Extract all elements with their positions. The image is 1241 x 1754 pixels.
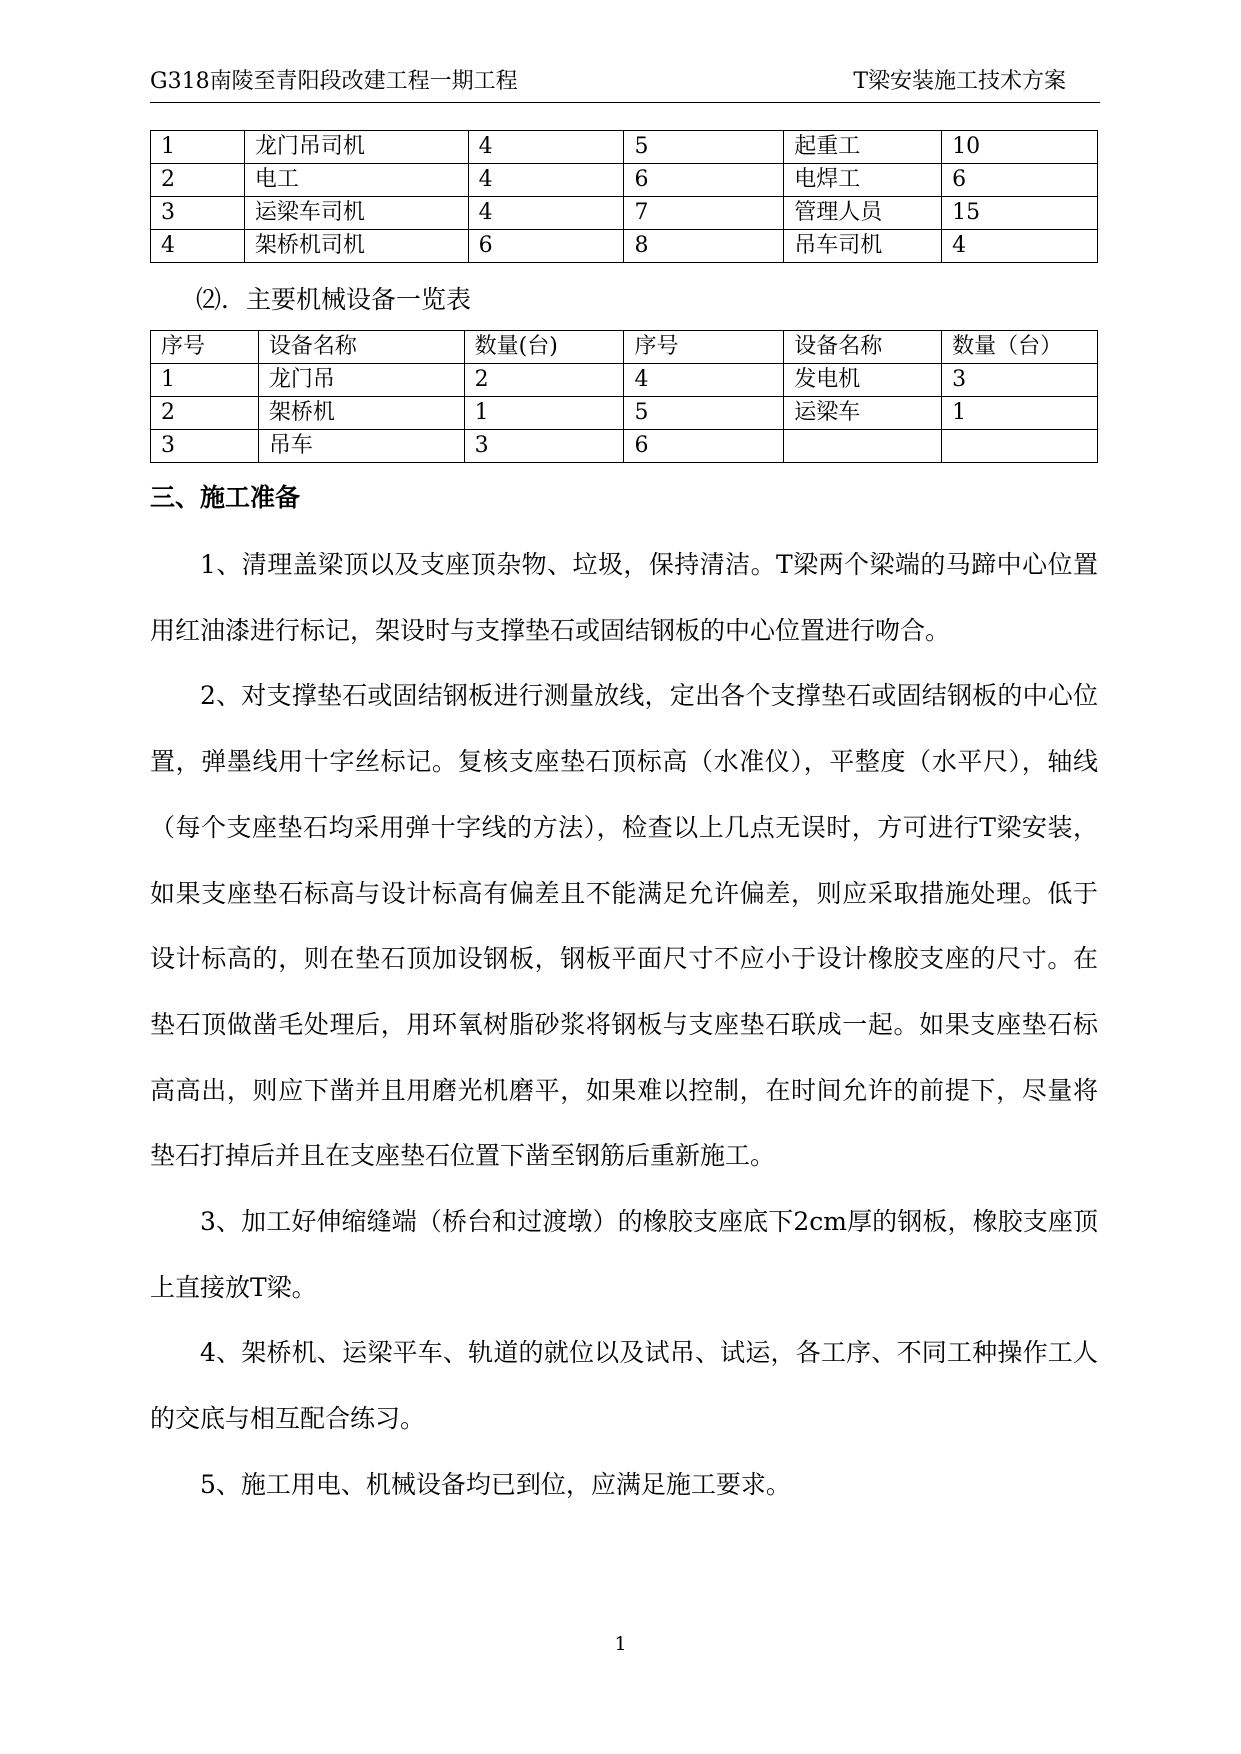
table-cell: 运梁车 [784,397,942,430]
table-cell: 4 [468,164,624,197]
table-cell: 6 [468,230,624,263]
section-title: 三、施工准备 [150,483,301,512]
table-cell: 5 [624,397,784,430]
paragraph-2: 2、对支撑垫石或固结钢板进行测量放线，定出各个支撑垫石或固结钢板的中心位置，弹墨线用十字丝标记。复核支座垫石顶标高（水准仪），平整度（水平尺），轴线（每个支座垫石均采用弹十字线的方法），检查以上几点无误时，方可进行T梁安装，如果支座垫石标高与设计标高有偏差且不能满足允许偏差，则应采取措施处理。低于设计标高的，则在垫石顶加设钢板，钢板平面尺寸不应小于设计橡胶支座的尺寸。在垫石顶做凿毛处理后，用环氧树脂砂浆将钢板与支座垫石联成一起。如果支座垫石标高高出，则应下凿并且用磨光机磨平，如果难以控制，在时间允许的前提下，尽量将垫石打掉后并且在支座垫石位置下凿至钢筋后重新施工。 [150,681,1098,1171]
equipment-table-title: ⑵．主要机械设备一览表 [196,285,472,314]
table-cell: 吊车 [258,430,464,463]
table-cell: 6 [624,430,784,463]
table-cell: 架桥机司机 [244,230,468,263]
page-header [150,62,1100,103]
table-header-row [151,331,1098,364]
table-cell: 3 [151,197,245,230]
table-cell: 1 [151,131,245,164]
table-cell: 3 [464,430,624,463]
table-row [151,131,1098,164]
table-row [151,164,1098,197]
table-cell: 管理人员 [784,197,942,230]
table-cell: 8 [624,230,784,263]
paragraph-5: 5、施工用电、机械设备均已到位，应满足施工要求。 [200,1469,791,1499]
table-cell [942,430,1098,463]
table-row [151,397,1098,430]
table-cell: 6 [624,164,784,197]
table-row [151,364,1098,397]
table-cell: 龙门吊司机 [244,131,468,164]
page-number: 1 [614,1633,627,1655]
header-document-title: T梁安装施工技术方案 [853,69,1066,94]
table-cell: 架桥机 [258,397,464,430]
table-cell: 5 [624,131,784,164]
column-header: 设备名称 [784,331,942,364]
table-cell: 3 [942,364,1098,397]
table-cell: 2 [464,364,624,397]
table-cell: 2 [151,397,259,430]
equipment-table [150,330,1098,463]
table-cell [784,430,942,463]
table-cell: 15 [942,197,1098,230]
table-cell: 7 [624,197,784,230]
table-row [151,230,1098,263]
paragraph-1: 1、清理盖梁顶以及支座顶杂物、垃圾，保持清洁。T梁两个梁端的马蹄中心位置用红油漆进行标记，架设时与支撑垫石或固结钢板的中心位置进行吻合。 [150,550,1098,645]
table-cell: 电焊工 [784,164,942,197]
column-header: 设备名称 [258,331,464,364]
table-cell: 4 [151,230,245,263]
staff-table [150,130,1098,263]
table-cell: 吊车司机 [784,230,942,263]
table-cell: 电工 [244,164,468,197]
table-cell: 4 [468,197,624,230]
paragraph-3: 3、加工好伸缩缝端（桥台和过渡墩）的橡胶支座底下2cm厚的钢板，橡胶支座顶上直接放T梁。 [150,1207,1098,1302]
table-cell: 4 [624,364,784,397]
table-cell: 6 [942,164,1098,197]
table-cell: 4 [468,131,624,164]
table-cell: 发电机 [784,364,942,397]
table-cell: 3 [151,430,259,463]
column-header: 数量（台） [942,331,1098,364]
table-cell: 运梁车司机 [244,197,468,230]
table-cell: 2 [151,164,245,197]
table-cell: 1 [151,364,259,397]
table-cell: 起重工 [784,131,942,164]
column-header: 序号 [151,331,259,364]
table-row [151,197,1098,230]
header-project-title: G318南陵至青阳段改建工程一期工程 [150,69,518,94]
column-header: 数量(台) [464,331,624,364]
table-cell: 龙门吊 [258,364,464,397]
table-cell: 1 [942,397,1098,430]
table-cell: 4 [942,230,1098,263]
table-row [151,430,1098,463]
table-cell: 1 [464,397,624,430]
section-body [150,532,1098,1518]
paragraph-4: 4、架桥机、运梁平车、轨道的就位以及试吊、试运，各工序、不同工种操作工人的交底与相互配合练习。 [150,1338,1098,1434]
table-cell: 10 [942,131,1098,164]
column-header: 序号 [624,331,784,364]
